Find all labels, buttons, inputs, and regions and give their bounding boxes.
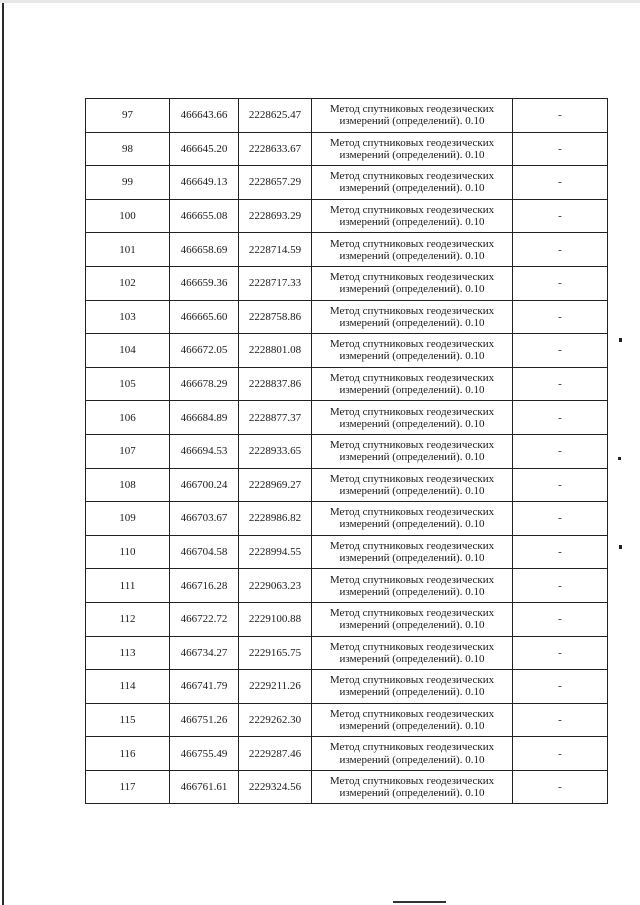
description-cell: -: [513, 266, 608, 300]
method-text-line-2: измерений (определений). 0.10: [339, 148, 485, 161]
method-text-line-2: измерений (определений). 0.10: [339, 350, 485, 363]
method-text-line-2: измерений (определений). 0.10: [339, 417, 485, 430]
x-coordinate-cell: 466741.79: [170, 670, 239, 704]
method-text-line-2: измерений (определений). 0.10: [339, 787, 485, 800]
point-number-cell: 109: [86, 502, 170, 536]
description-cell: -: [513, 166, 608, 200]
point-number-cell: 111: [86, 569, 170, 603]
y-coordinate-cell: 2228986.82: [239, 502, 312, 536]
method-cell: [312, 636, 513, 670]
method-text-line-1: Метод спутниковых геодезических: [329, 506, 495, 519]
method-cell: [312, 132, 513, 166]
method-text-line-1: Метод спутниковых геодезических: [329, 472, 495, 485]
x-coordinate-cell: 466703.67: [170, 502, 239, 536]
x-coordinate-cell: 466684.89: [170, 401, 239, 435]
table-row: [86, 266, 608, 300]
point-number-cell: 101: [86, 233, 170, 267]
table-row: [86, 468, 608, 502]
method-cell: [312, 199, 513, 233]
scan-top-edge: [0, 0, 640, 3]
point-number-cell: 112: [86, 602, 170, 636]
y-coordinate-cell: 2228877.37: [239, 401, 312, 435]
method-cell: [312, 266, 513, 300]
method-text-line-1: Метод спутниковых геодезических: [329, 607, 495, 620]
point-number-cell: 116: [86, 737, 170, 771]
description-cell: -: [513, 300, 608, 334]
method-text-line-1: Метод спутниковых геодезических: [329, 539, 495, 552]
x-coordinate-cell: 466755.49: [170, 737, 239, 771]
method-cell: [312, 670, 513, 704]
table-row: [86, 703, 608, 737]
method-cell: [312, 334, 513, 368]
description-cell: -: [513, 703, 608, 737]
method-text-line-2: измерений (определений). 0.10: [339, 283, 485, 296]
table-row: [86, 334, 608, 368]
description-cell: -: [513, 770, 608, 804]
y-coordinate-cell: 2228714.59: [239, 233, 312, 267]
description-cell: -: [513, 636, 608, 670]
y-coordinate-cell: 2228633.67: [239, 132, 312, 166]
method-text-line-1: Метод спутниковых геодезических: [329, 640, 495, 653]
point-number-cell: 103: [86, 300, 170, 334]
coordinates-table: [85, 98, 608, 804]
method-text-line-1: Метод спутниковых геодезических: [329, 371, 495, 384]
method-text-line-1: Метод спутниковых геодезических: [329, 203, 495, 216]
description-cell: -: [513, 434, 608, 468]
y-coordinate-cell: 2229063.23: [239, 569, 312, 603]
method-text-line-1: Метод спутниковых геодезических: [329, 573, 495, 586]
table-row: [86, 401, 608, 435]
table-row: [86, 166, 608, 200]
method-text-line-2: измерений (определений). 0.10: [339, 115, 485, 128]
method-text-line-1: Метод спутниковых геодезических: [329, 707, 495, 720]
table-row: [86, 502, 608, 536]
description-cell: -: [513, 99, 608, 133]
method-text-line-1: Метод спутниковых геодезических: [329, 439, 495, 452]
method-text-line-1: Метод спутниковых геодезических: [329, 237, 495, 250]
point-number-cell: 105: [86, 367, 170, 401]
table-row: [86, 569, 608, 603]
x-coordinate-cell: 466716.28: [170, 569, 239, 603]
method-text-line-1: Метод спутниковых геодезических: [329, 405, 495, 418]
table-row: [86, 99, 608, 133]
y-coordinate-cell: 2229262.30: [239, 703, 312, 737]
method-cell: [312, 233, 513, 267]
method-text-line-1: Метод спутниковых геодезических: [329, 304, 495, 317]
x-coordinate-cell: 466649.13: [170, 166, 239, 200]
scan-speck: [619, 338, 622, 342]
method-text-line-2: измерений (определений). 0.10: [339, 719, 485, 732]
table-row: [86, 434, 608, 468]
method-cell: [312, 502, 513, 536]
method-text-line-1: Метод спутниковых геодезических: [329, 271, 495, 284]
scan-speck: [618, 457, 621, 460]
table-row: [86, 535, 608, 569]
method-text-line-2: измерений (определений). 0.10: [339, 585, 485, 598]
method-text-line-1: Метод спутниковых геодезических: [329, 674, 495, 687]
description-cell: -: [513, 199, 608, 233]
x-coordinate-cell: 466655.08: [170, 199, 239, 233]
method-text-line-2: измерений (определений). 0.10: [339, 216, 485, 229]
method-cell: [312, 300, 513, 334]
method-text-line-1: Метод спутниковых геодезических: [329, 338, 495, 351]
method-text-line-2: измерений (определений). 0.10: [339, 451, 485, 464]
y-coordinate-cell: 2229165.75: [239, 636, 312, 670]
x-coordinate-cell: 466672.05: [170, 334, 239, 368]
method-cell: [312, 569, 513, 603]
point-number-cell: 115: [86, 703, 170, 737]
method-text-line-2: измерений (определений). 0.10: [339, 619, 485, 632]
method-text-line-2: измерений (определений). 0.10: [339, 384, 485, 397]
x-coordinate-cell: 466659.36: [170, 266, 239, 300]
description-cell: -: [513, 502, 608, 536]
description-cell: -: [513, 737, 608, 771]
y-coordinate-cell: 2228717.33: [239, 266, 312, 300]
y-coordinate-cell: 2228933.65: [239, 434, 312, 468]
y-coordinate-cell: 2228801.08: [239, 334, 312, 368]
method-text-line-1: Метод спутниковых геодезических: [329, 103, 495, 116]
x-coordinate-cell: 466722.72: [170, 602, 239, 636]
table-row: [86, 199, 608, 233]
method-cell: [312, 468, 513, 502]
point-number-cell: 104: [86, 334, 170, 368]
y-coordinate-cell: 2229324.56: [239, 770, 312, 804]
description-cell: -: [513, 401, 608, 435]
x-coordinate-cell: 466734.27: [170, 636, 239, 670]
method-cell: [312, 99, 513, 133]
y-coordinate-cell: 2229287.46: [239, 737, 312, 771]
x-coordinate-cell: 466761.61: [170, 770, 239, 804]
point-number-cell: 117: [86, 770, 170, 804]
y-coordinate-cell: 2228657.29: [239, 166, 312, 200]
method-cell: [312, 703, 513, 737]
method-text-line-2: измерений (определений). 0.10: [339, 552, 485, 565]
point-number-cell: 106: [86, 401, 170, 435]
point-number-cell: 102: [86, 266, 170, 300]
point-number-cell: 107: [86, 434, 170, 468]
table-row: [86, 233, 608, 267]
table-row: [86, 636, 608, 670]
method-text-line-2: измерений (определений). 0.10: [339, 686, 485, 699]
method-cell: [312, 166, 513, 200]
x-coordinate-cell: 466645.20: [170, 132, 239, 166]
coordinates-table-body: [86, 99, 608, 804]
point-number-cell: 108: [86, 468, 170, 502]
x-coordinate-cell: 466643.66: [170, 99, 239, 133]
description-cell: -: [513, 132, 608, 166]
method-text-line-1: Метод спутниковых геодезических: [329, 741, 495, 754]
point-number-cell: 113: [86, 636, 170, 670]
method-text-line-1: Метод спутниковых геодезических: [329, 136, 495, 149]
method-cell: [312, 367, 513, 401]
method-text-line-2: измерений (определений). 0.10: [339, 518, 485, 531]
x-coordinate-cell: 466658.69: [170, 233, 239, 267]
method-text-line-2: измерений (определений). 0.10: [339, 249, 485, 262]
description-cell: -: [513, 468, 608, 502]
table-row: [86, 602, 608, 636]
table-row: [86, 132, 608, 166]
point-number-cell: 98: [86, 132, 170, 166]
description-cell: -: [513, 334, 608, 368]
method-text-line-2: измерений (определений). 0.10: [339, 753, 485, 766]
point-number-cell: 110: [86, 535, 170, 569]
y-coordinate-cell: 2229100.88: [239, 602, 312, 636]
method-cell: [312, 401, 513, 435]
table-row: [86, 367, 608, 401]
method-text-line-2: измерений (определений). 0.10: [339, 652, 485, 665]
description-cell: -: [513, 233, 608, 267]
table-row: [86, 770, 608, 804]
description-cell: -: [513, 367, 608, 401]
description-cell: -: [513, 569, 608, 603]
method-cell: [312, 737, 513, 771]
scan-left-edge: [2, 0, 4, 905]
point-number-cell: 97: [86, 99, 170, 133]
x-coordinate-cell: 466704.58: [170, 535, 239, 569]
x-coordinate-cell: 466694.53: [170, 434, 239, 468]
description-cell: -: [513, 602, 608, 636]
method-text-line-2: измерений (определений). 0.10: [339, 316, 485, 329]
x-coordinate-cell: 466700.24: [170, 468, 239, 502]
x-coordinate-cell: 466678.29: [170, 367, 239, 401]
table-row: [86, 670, 608, 704]
point-number-cell: 99: [86, 166, 170, 200]
footer-rule: [393, 901, 446, 903]
method-cell: [312, 434, 513, 468]
method-text-line-1: Метод спутниковых геодезических: [329, 775, 495, 788]
point-number-cell: 100: [86, 199, 170, 233]
y-coordinate-cell: 2228837.86: [239, 367, 312, 401]
y-coordinate-cell: 2228625.47: [239, 99, 312, 133]
point-number-cell: 114: [86, 670, 170, 704]
y-coordinate-cell: 2228758.86: [239, 300, 312, 334]
y-coordinate-cell: 2228994.55: [239, 535, 312, 569]
scan-speck: [619, 545, 622, 549]
method-cell: [312, 602, 513, 636]
table-row: [86, 737, 608, 771]
y-coordinate-cell: 2228693.29: [239, 199, 312, 233]
method-text-line-2: измерений (определений). 0.10: [339, 484, 485, 497]
y-coordinate-cell: 2228969.27: [239, 468, 312, 502]
x-coordinate-cell: 466751.26: [170, 703, 239, 737]
description-cell: -: [513, 670, 608, 704]
method-cell: [312, 770, 513, 804]
table-row: [86, 300, 608, 334]
method-cell: [312, 535, 513, 569]
x-coordinate-cell: 466665.60: [170, 300, 239, 334]
description-cell: -: [513, 535, 608, 569]
y-coordinate-cell: 2229211.26: [239, 670, 312, 704]
method-text-line-1: Метод спутниковых геодезических: [329, 170, 495, 183]
method-text-line-2: измерений (определений). 0.10: [339, 182, 485, 195]
